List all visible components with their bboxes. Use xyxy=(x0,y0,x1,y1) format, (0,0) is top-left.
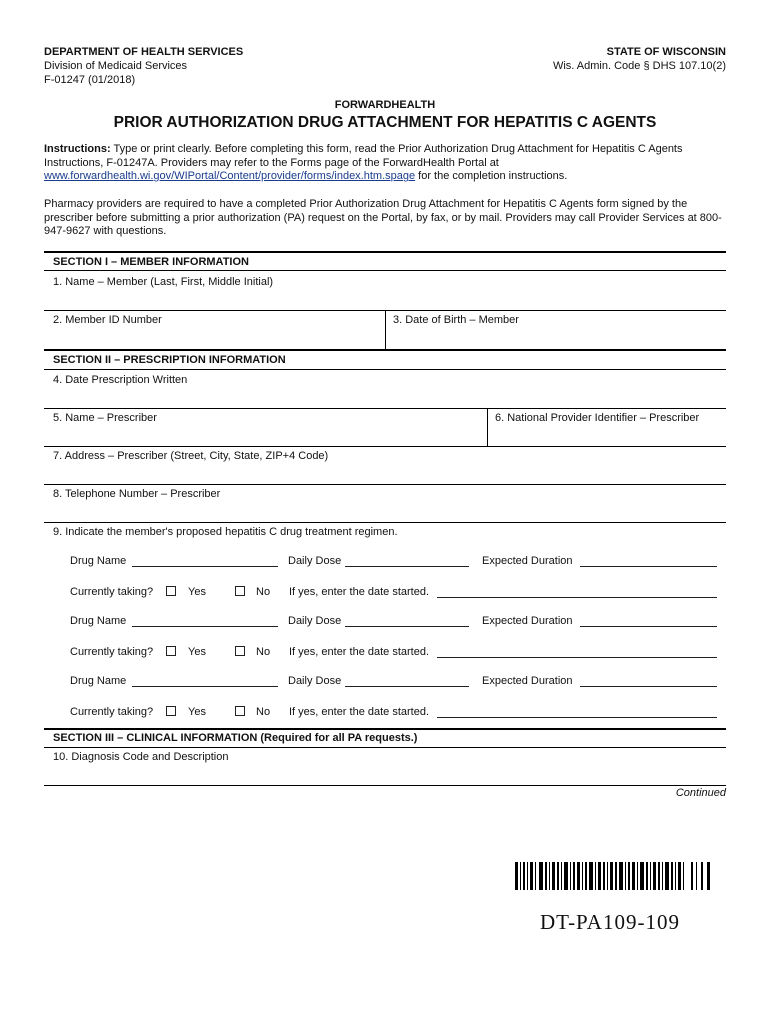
section-1-top-rule xyxy=(44,251,726,253)
drug-name-input[interactable] xyxy=(132,686,278,687)
drug-name-label: Drug Name xyxy=(70,615,127,627)
instructions-paragraph xyxy=(44,143,734,184)
drug-name-label: Drug Name xyxy=(70,555,127,567)
admin-code: Wis. Admin. Code § DHS 107.10(2) xyxy=(552,60,726,72)
currently-taking-label: Currently taking? xyxy=(70,586,154,598)
expected-duration-input[interactable] xyxy=(580,686,717,687)
no-checkbox[interactable] xyxy=(235,646,245,656)
drug-name-input[interactable] xyxy=(132,566,278,567)
prescriber-npi-field[interactable]: 6. National Provider Identifier – Prescriber xyxy=(495,412,700,424)
daily-dose-input[interactable] xyxy=(345,626,469,627)
barcode-label: DT-PA109-109 xyxy=(540,910,680,934)
yes-checkbox[interactable] xyxy=(166,646,176,656)
division-name: Division of Medicaid Services xyxy=(44,60,188,72)
rule xyxy=(44,747,726,748)
rule xyxy=(44,785,726,786)
yes-label: Yes xyxy=(188,586,206,598)
daily-dose-input[interactable] xyxy=(345,686,469,687)
yes-checkbox[interactable] xyxy=(166,586,176,596)
daily-dose-label: Daily Dose xyxy=(288,675,342,687)
rule xyxy=(44,522,726,523)
daily-dose-input[interactable] xyxy=(345,566,469,567)
instructions-text-end: for the completion instructions. xyxy=(415,170,568,183)
date-started-input[interactable] xyxy=(437,717,717,718)
barcode xyxy=(515,862,711,890)
yes-checkbox[interactable] xyxy=(166,706,176,716)
expected-duration-label: Expected Duration xyxy=(482,555,573,567)
no-label: No xyxy=(256,706,271,718)
yes-label: Yes xyxy=(188,646,206,658)
instructions-text: Type or print clearly. Before completing this form, read the Prior Authorization Drug Attachment for Hepatitis C Agents Instructions, F-01247A. Providers may refer to the Forms page of the ForwardHealth Portal at xyxy=(44,143,683,169)
member-dob-field[interactable]: 3. Date of Birth – Member xyxy=(393,314,519,326)
forms-page-link[interactable]: www.forwardhealth.wi.gov/WIPortal/Content/provider/forms/index.htm.spage xyxy=(44,170,416,183)
member-name-field[interactable]: 1. Name – Member (Last, First, Middle Initial) xyxy=(53,276,274,288)
section-1-title: SECTION I – MEMBER INFORMATION xyxy=(53,256,249,268)
rule xyxy=(44,408,726,409)
date-started-label: If yes, enter the date started. xyxy=(289,706,430,718)
prescriber-name-field[interactable]: 5. Name – Prescriber xyxy=(53,412,157,424)
section-2-top-rule xyxy=(44,349,726,351)
yes-label: Yes xyxy=(188,706,206,718)
diagnosis-field[interactable]: 10. Diagnosis Code and Description xyxy=(53,751,229,763)
daily-dose-label: Daily Dose xyxy=(288,555,342,567)
section-2-title: SECTION II – PRESCRIPTION INFORMATION xyxy=(53,354,286,366)
column-divider xyxy=(487,408,488,446)
date-started-label: If yes, enter the date started. xyxy=(289,586,430,598)
expected-duration-label: Expected Duration xyxy=(482,615,573,627)
date-started-input[interactable] xyxy=(437,597,717,598)
expected-duration-input[interactable] xyxy=(580,566,717,567)
prescriber-address-field[interactable]: 7. Address – Prescriber (Street, City, State, ZIP+4 Code) xyxy=(53,450,329,462)
currently-taking-label: Currently taking? xyxy=(70,706,154,718)
agency-title: FORWARDHEALTH xyxy=(334,99,436,111)
rule xyxy=(44,369,726,370)
section-3-title: SECTION III – CLINICAL INFORMATION (Required for all PA requests.) xyxy=(53,732,418,744)
no-checkbox[interactable] xyxy=(235,586,245,596)
rule xyxy=(44,270,726,271)
expected-duration-label: Expected Duration xyxy=(482,675,573,687)
drug-name-input[interactable] xyxy=(132,626,278,627)
column-divider xyxy=(385,310,386,349)
date-started-input[interactable] xyxy=(437,657,717,658)
member-id-field[interactable]: 2. Member ID Number xyxy=(53,314,162,326)
prescriber-phone-field[interactable]: 8. Telephone Number – Prescriber xyxy=(53,488,221,500)
section-3-top-rule xyxy=(44,728,726,730)
continued-label: Continued xyxy=(675,787,726,799)
currently-taking-label: Currently taking? xyxy=(70,646,154,658)
expected-duration-input[interactable] xyxy=(580,626,717,627)
no-checkbox[interactable] xyxy=(235,706,245,716)
department-name: DEPARTMENT OF HEALTH SERVICES xyxy=(44,46,244,58)
rule xyxy=(44,484,726,485)
rule xyxy=(44,446,726,447)
no-label: No xyxy=(256,586,271,598)
date-started-label: If yes, enter the date started. xyxy=(289,646,430,658)
regimen-instruction: 9. Indicate the member's proposed hepatitis C drug treatment regimen. xyxy=(53,526,398,538)
form-code: F-01247 (01/2018) xyxy=(44,74,136,86)
form-title: PRIOR AUTHORIZATION DRUG ATTACHMENT FOR HEPATITIS C AGENTS xyxy=(113,114,657,131)
daily-dose-label: Daily Dose xyxy=(288,615,342,627)
instructions-label: Instructions: xyxy=(44,143,111,155)
drug-name-label: Drug Name xyxy=(70,675,127,687)
no-label: No xyxy=(256,646,271,658)
state-name: STATE OF WISCONSIN xyxy=(606,46,726,58)
pharmacy-paragraph: Pharmacy providers are required to have a completed Prior Authorization Drug Attachment for Hepatitis C Agents form signed by the prescriber before submitting a prior authorization (PA) request on the Portal, by fax, or by mail. Providers may call Provider Services at 800-947-9627 with questions. xyxy=(44,198,722,238)
date-written-field[interactable]: 4. Date Prescription Written xyxy=(53,374,188,386)
